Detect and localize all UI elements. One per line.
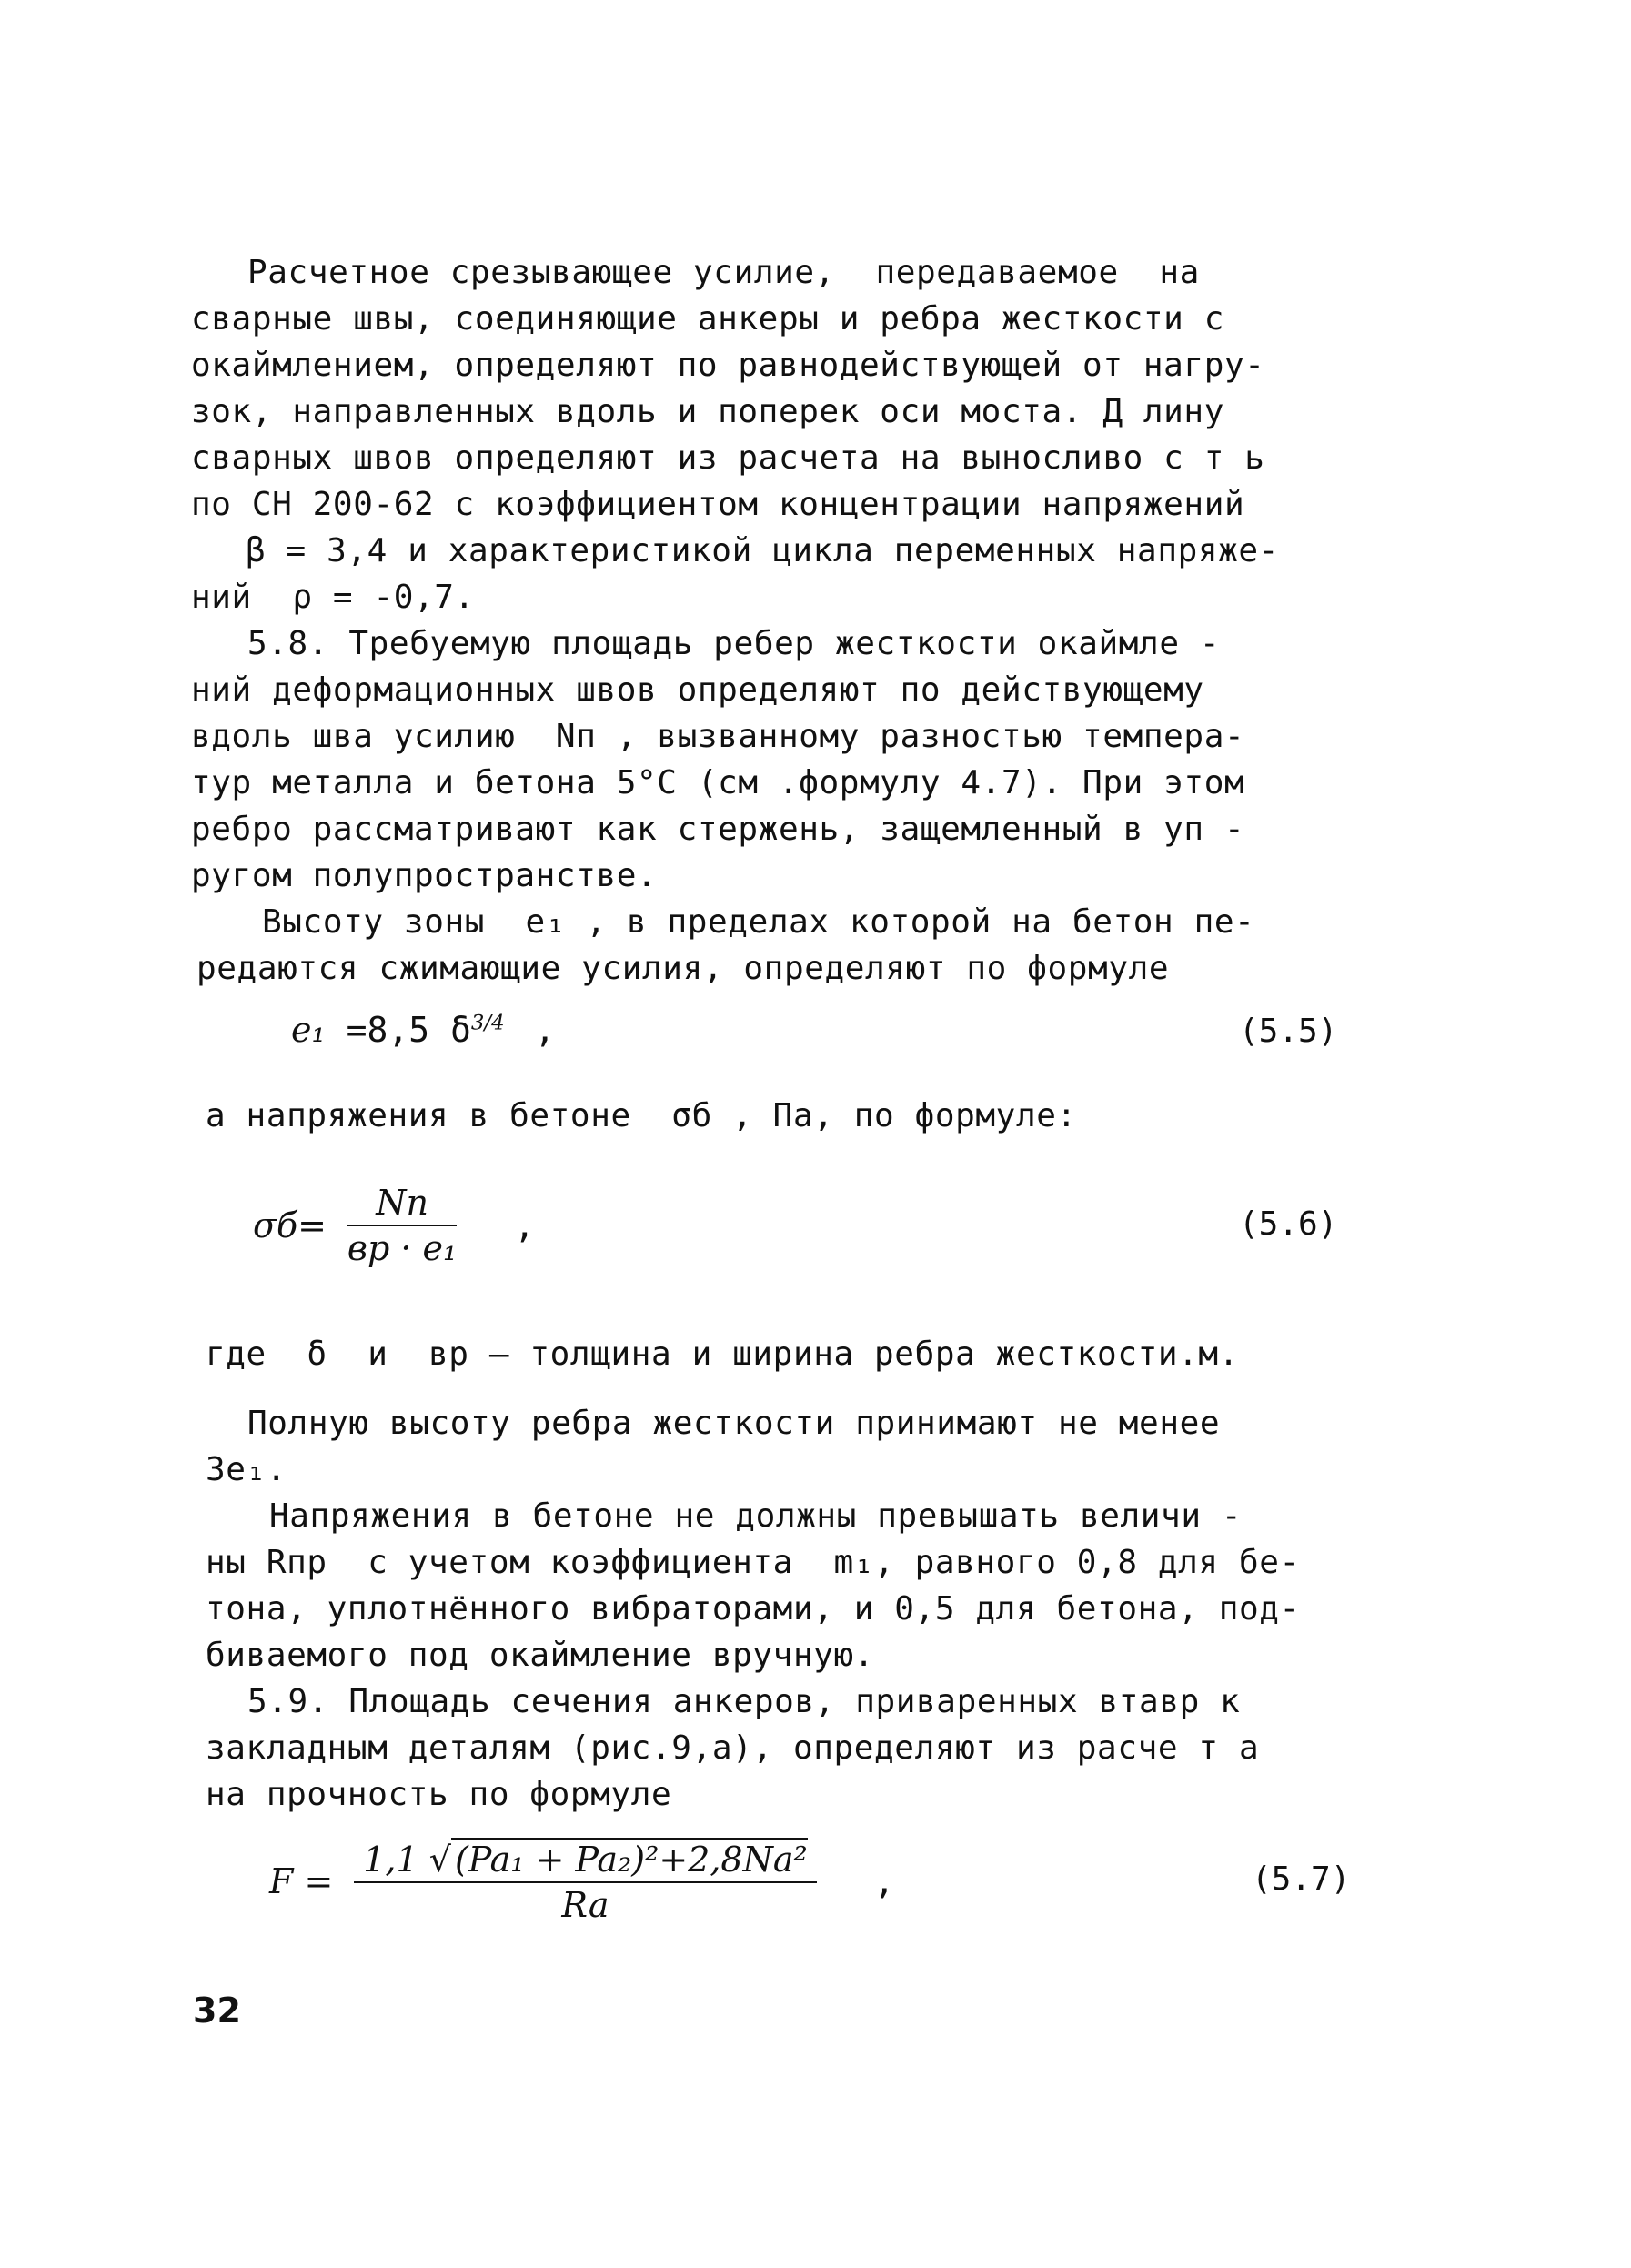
equation-5-5 xyxy=(291,1010,555,1050)
text-line: сварные швы, соединяющие анкеры и ребра жесткости с xyxy=(191,300,1224,338)
sqrt-sign: √ xyxy=(428,1840,451,1880)
equation-rhs: =8,5 δ xyxy=(346,1010,471,1050)
text-line: где δ и вр – толщина и ширина ребра жесткости.м. xyxy=(206,1336,1239,1373)
text-line: β = 3,4 и характеристикой цикла переменных напряже- xyxy=(246,532,1279,570)
text-line: 5.9. Площадь сечения анкеров, приваренных втавр к xyxy=(247,1683,1241,1720)
text-line: 3e₁. xyxy=(206,1451,287,1488)
equation-lhs: F = xyxy=(269,1861,334,1901)
text-line: ний деформационных швов определяют по действующему xyxy=(191,671,1204,709)
equation-tail: , xyxy=(534,1010,556,1050)
equation-number: (5.6) xyxy=(1239,1205,1338,1243)
fraction-denominator: Ra xyxy=(561,1885,609,1925)
radicand: (Pa₁ + Pa₂)²+2,8Na² xyxy=(451,1838,808,1880)
equation-5-7 xyxy=(269,1838,895,1925)
text-line: 5.8. Требуемую площадь ребер жесткости окаймле - xyxy=(247,625,1221,662)
equation-tail: , xyxy=(514,1205,536,1245)
text-line: Высоту зоны e₁ , в пределах которой на бетон пе- xyxy=(262,903,1255,941)
fraction-numerator xyxy=(354,1838,817,1883)
text-line: Напряжения в бетоне не должны превышать величи - xyxy=(269,1497,1243,1535)
text-line: ругом полупространстве. xyxy=(191,857,658,894)
text-line: тона, уплотнённого вибраторами, и 0,5 для бетона, под- xyxy=(206,1590,1300,1628)
equation-number: (5.7) xyxy=(1252,1860,1351,1898)
equation-lhs: e₁ xyxy=(291,1010,326,1050)
text-line: на прочность по формуле xyxy=(206,1776,672,1813)
fraction xyxy=(354,1838,817,1925)
equation-lhs: σб= xyxy=(253,1205,327,1245)
equation-number: (5.5) xyxy=(1239,1013,1338,1050)
fraction-denominator: вр · e₁ xyxy=(347,1228,458,1268)
equation-exponent: 3/4 xyxy=(470,1011,505,1035)
text-line: ребро рассматривают как стержень, защемленный в уп - xyxy=(191,811,1245,848)
text-line: Полную высоту ребра жесткости принимают не менее xyxy=(247,1405,1221,1442)
text-line: ны Rпр с учетом коэффициента m₁, равного 0,8 для бе- xyxy=(206,1544,1300,1581)
fraction xyxy=(347,1183,457,1268)
text-line: сварных швов определяют из расчета на выносливо с т ь xyxy=(191,439,1265,477)
equation-5-6 xyxy=(253,1183,535,1268)
fraction-numerator: Nп xyxy=(347,1183,457,1226)
text-line: тур металла и бетона 5°С (см .формулу 4.7). При этом xyxy=(191,764,1245,801)
text-line: вдоль шва усилию Nп , вызванному разностью темпера- xyxy=(191,718,1245,755)
text-line: окаймлением, определяют по равнодействующей от нагру- xyxy=(191,347,1265,384)
numerator-coefficient: 1,1 xyxy=(363,1840,418,1880)
text-line: зок, направленных вдоль и поперек оси моста. Д лину xyxy=(191,393,1224,430)
text-line: по СН 200-62 с коэффициентом концентрации напряжений xyxy=(191,486,1245,523)
equation-tail: , xyxy=(873,1861,895,1901)
text-line: биваемого под окаймление вручную. xyxy=(206,1637,875,1674)
text-line: закладным деталям (рис.9,а), определяют из расче т а xyxy=(206,1729,1260,1767)
text-line: а напряжения в бетоне σб , Па, по формуле: xyxy=(206,1097,1077,1134)
text-line: Расчетное срезывающее усилие, передаваемое на xyxy=(247,254,1200,291)
text-line: ний ρ = -0,7. xyxy=(191,579,475,616)
text-line: редаются сжимающие усилия, определяют по формуле xyxy=(196,950,1170,987)
page-number: 32 xyxy=(193,1991,241,2031)
